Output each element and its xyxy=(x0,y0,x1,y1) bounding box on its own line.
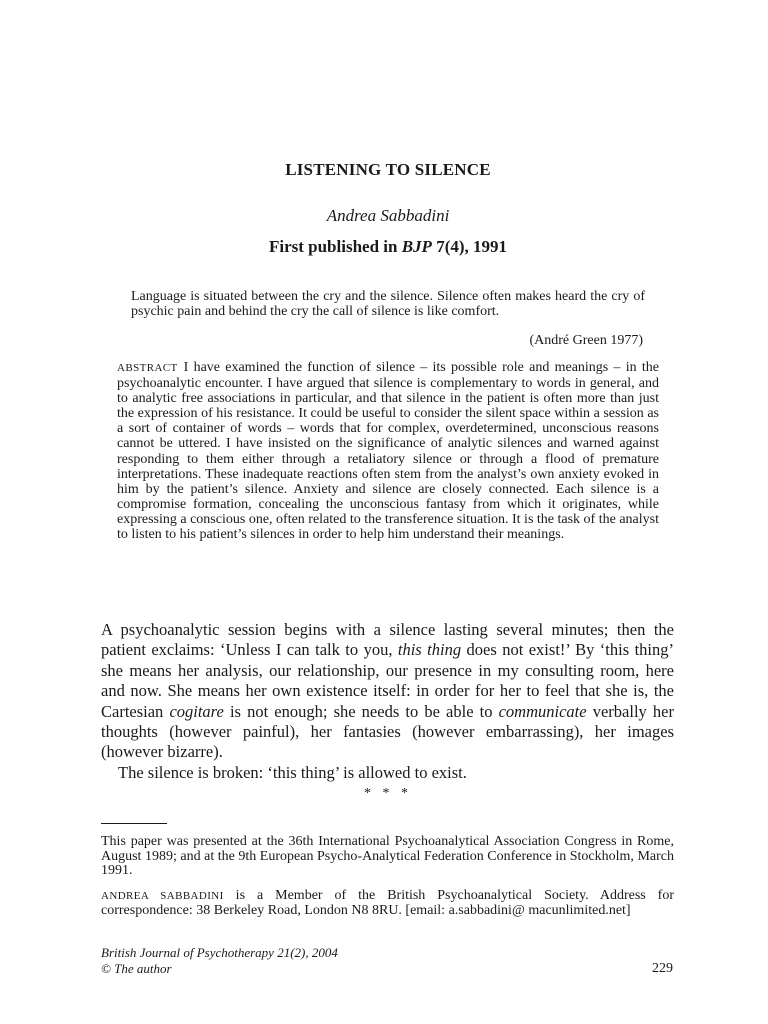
article-author: Andrea Sabbadini xyxy=(326,206,450,225)
footer-journal: British Journal of Psychotherapy 21(2), 2004 xyxy=(101,945,338,960)
footnote-presentation: This paper was presented at the 36th International Psychoanalytical Association Congress in Rome, August 1989; and at the 9th European Psycho-Analytical Federation Conference in Stockholm, March 1991. xyxy=(101,834,674,879)
body-emphasis: communicate xyxy=(498,701,587,721)
body-text-span: verbally her thoughts (however painful), her fantasies (however embarrassing), her images (however bizarre). xyxy=(101,701,674,762)
body-text-span: A psychoanalytic session begins with a silence lasting several minutes; then the patient exclaims: ‘Unless I can talk to you, xyxy=(101,620,674,660)
article-title: LISTENING TO SILENCE xyxy=(285,160,491,179)
epigraph-text: Language is situated between the cry and the silence. Silence often makes heard the cry of psychic pain and behind the cry the call of silence is like comfort. xyxy=(131,289,645,319)
page-number: 229 xyxy=(652,961,673,976)
body-text xyxy=(101,620,674,783)
epigraph-citation: (André Green 1977) xyxy=(529,333,643,348)
abstract xyxy=(117,360,659,542)
body-paragraph-2: The silence is broken: ‘this thing’ is allowed to exist. xyxy=(118,762,467,782)
publication-note xyxy=(0,237,768,257)
publication-suffix: 7(4), 1991 xyxy=(431,237,508,256)
publication-prefix: First published in xyxy=(268,237,402,256)
section-separator: * * * xyxy=(364,786,412,801)
abstract-text: I have examined the function of silence – its possible role and meanings – in the psychoanalytic encounter. I have argued that silence is complementary to words in general, and to analytic free associations in particular, and that silence in the patient is often more than just the expression of his resistance. It could be useful to consider the silent space within a session as a sort of container of words – words that for complex, overdetermined, unconscious reasons cannot be uttered. I have insisted on the significance of analytic silences and warned against responding to them either through a retaliatory silence or through a flood of premature interpretations. These inadequate reactions often stem from the analyst’s own anxiety evoked in him by the patient’s silence. Anxiety and silence are closely connected. Each silence is a compromise formation, concealing the unconscious fantasy from which it originates, while expressing a conscious one, often related to the transference situation. It is the task of the analyst to listen to his patient’s silences in order to help him understand their meanings. xyxy=(117,360,659,543)
footnote-author-name: ANDREA SABBADINI xyxy=(101,890,224,902)
body-emphasis: cogitare xyxy=(169,701,224,721)
footer-copyright: © The author xyxy=(101,961,172,976)
footnote-author-bio xyxy=(101,889,674,918)
abstract-label: ABSTRACT xyxy=(117,362,178,374)
body-emphasis: this thing xyxy=(397,640,462,660)
body-text-span: is not enough; she needs to be able to xyxy=(223,701,499,721)
footnote-rule xyxy=(101,823,167,824)
body-text-span: does not exist!’ By ‘this thing’ she means her analysis, our relationship, our presence in my consulting room, here and now. She means her own existence itself: in order for her to feel that she is, the Cartesian xyxy=(101,640,674,721)
footnote-author-text: is a Member of the British Psychoanalytical Society. Address for correspondence: 38 Berkeley Road, London N8 8RU. [email: a.sabbadini@ macunlimited.net] xyxy=(101,888,674,918)
body-paragraph-1 xyxy=(101,620,674,763)
publication-journal: BJP xyxy=(401,237,432,256)
